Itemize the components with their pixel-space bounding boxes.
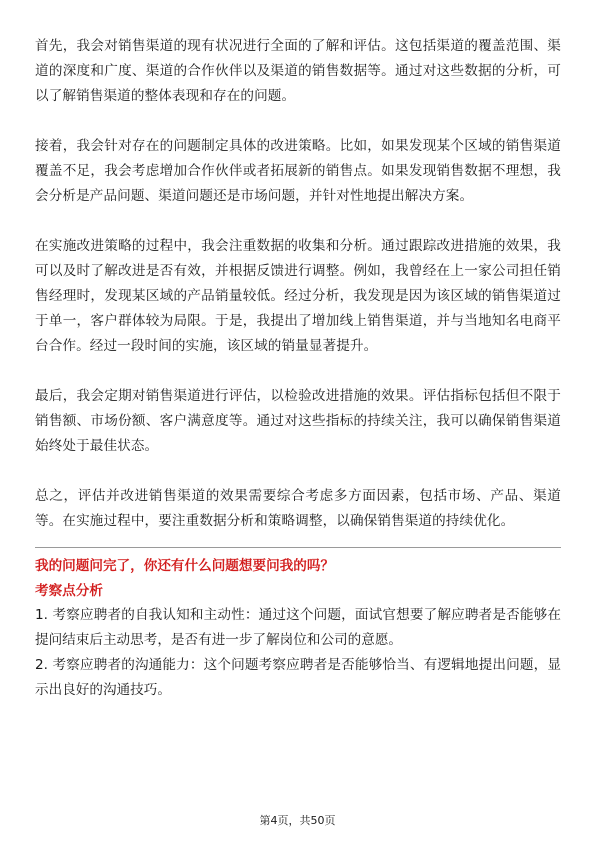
answer-paragraph-4: 最后，我会定期对销售渠道进行评估，以检验改进措施的效果。评估指标包括但不限于销售额、市场份额、客户满意度等。通过对这些指标的持续关注，我可以确保销售渠道始终处于最佳状态。 (35, 388, 561, 454)
answer-paragraph-5: 总之，评估并改进销售渠道的效果需要综合考虑多方面因素，包括市场、产品、渠道等。在实施过程中，要注重数据分析和策略调整，以确保销售渠道的持续优化。 (35, 488, 561, 529)
interview-question: 我的问题问完了，你还有什么问题想要问我的吗？ (35, 558, 335, 574)
analysis-item-2: 2. 考察应聘者的沟通能力：这个问题考察应聘者是否能够恰当、有逻辑地提出问题，显示出良好的沟通技巧。 (35, 657, 561, 698)
page-number: 第4页，共50页 (259, 814, 336, 827)
answer-paragraph-3: 在实施改进策略的过程中，我会注重数据的收集和分析。通过跟踪改进措施的效果，我可以及时了解改进是否有效，并根据反馈进行调整。例如，我曾经在上一家公司担任销售经理时，发现某区域的产品销量较低。经过分析，我发现是因为该区域的销售渠道过于单一，客户群体较为局限。于是，我提出了增加线上销售渠道，并与当地知名电商平台合作。经过一段时间的实施，该区域的销量显著提升。 (35, 238, 561, 354)
answer-paragraph-2: 接着，我会针对存在的问题制定具体的改进策略。比如，如果发现某个区域的销售渠道覆盖不足，我会考虑增加合作伙伴或者拓展新的销售点。如果发现销售数据不理想，我会分析是产品问题、渠道问题还是市场问题，并针对性地提出解决方案。 (35, 138, 561, 204)
answer-paragraph-1: 首先，我会对销售渠道的现有状况进行全面的了解和评估。这包括渠道的覆盖范围、渠道的深度和广度、渠道的合作伙伴以及渠道的销售数据等。通过对这些数据的分析，可以了解销售渠道的整体表现和存在的问题。 (35, 38, 561, 104)
analysis-item-1: 1. 考察应聘者的自我认知和主动性：通过这个问题，面试官想要了解应聘者是否能够在提问结束后主动思考，是否有进一步了解岗位和公司的意愿。 (35, 607, 561, 648)
section-divider (35, 547, 561, 548)
page-content (35, 34, 561, 703)
analysis-title: 考察点分析 (35, 583, 103, 599)
